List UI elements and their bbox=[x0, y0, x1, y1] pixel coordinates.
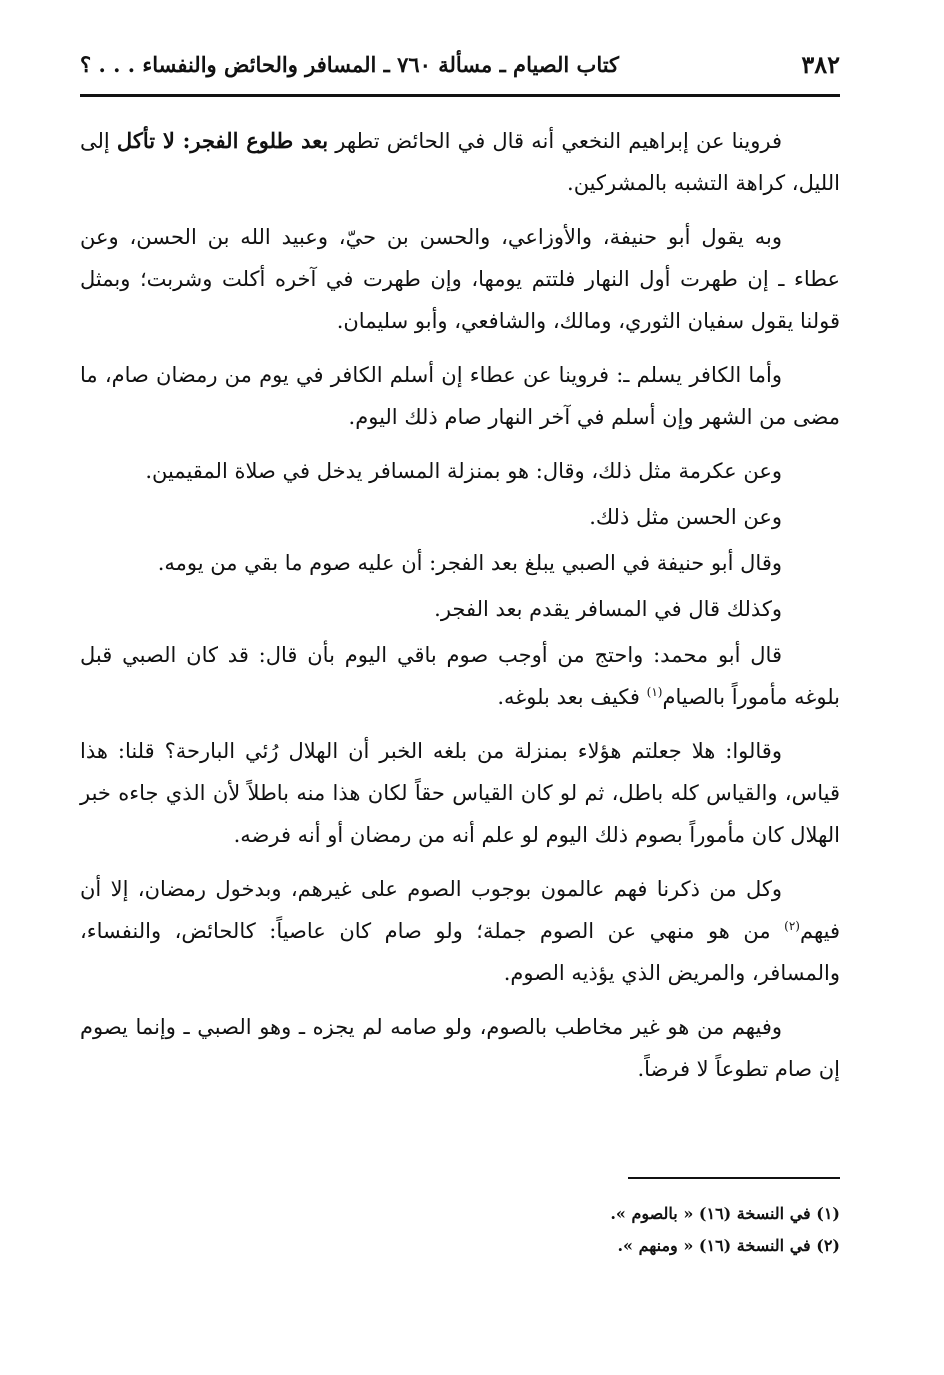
paragraph-text: وفيهم من هو غير مخاطب بالصوم، ولو صامه لم يجزه ـ وهو الصبي ـ وإنما يصوم إن صام تطوعاً لا فرضاً. bbox=[80, 1015, 840, 1081]
running-title: كتاب الصيام ـ مسألة ٧٦٠ ـ المسافر والحائض والنفساء . . . ؟ bbox=[80, 52, 620, 77]
footnote-2: (٢) في النسخة (١٦) « ومنهم ». bbox=[617, 1236, 840, 1255]
paragraph-text: قال أبو محمد: واحتج من أوجب صوم باقي اليوم بأن قال: قد كان الصبي قبل بلوغه مأموراً بالصيام bbox=[80, 643, 840, 709]
paragraph-voluntary bbox=[80, 1006, 840, 1090]
footnotes bbox=[80, 1198, 840, 1262]
paragraph-abu-hanifa-opinion bbox=[80, 216, 840, 342]
paragraph-exempt bbox=[80, 868, 840, 994]
paragraph-text: وكذلك قال في المسافر يقدم بعد الفجر. bbox=[434, 597, 782, 621]
paragraph-emphasis: بعد طلوع الفجر: لا تأكل bbox=[116, 128, 329, 153]
paragraph-text: وبه يقول أبو حنيفة، والأوزاعي، والحسن بن حيّ، وعبيد الله بن الحسن، وعن عطاء ـ إن طهرت أول النهار فلتتم يومها، وإن طهرت في آخره أكلت وشربت؛ وبمثل قولنا يقول سفيان الثوري، ومالك، والشافعي، وأبو سليمان. bbox=[80, 225, 840, 333]
paragraph-traveler bbox=[80, 588, 840, 630]
paragraph-text: وأما الكافر يسلم ـ: فروينا عن عطاء إن أسلم الكافر في يوم من رمضان صام، ما مضى من الشهر وإن أسلم في آخر النهار صام ذلك اليوم. bbox=[80, 363, 840, 429]
paragraph-ikrima bbox=[80, 450, 840, 492]
paragraph-text: وعن عكرمة مثل ذلك، وقال: هو بمنزلة المسافر يدخل في صلاة المقيمين. bbox=[145, 459, 782, 483]
paragraph-child bbox=[80, 542, 840, 584]
paragraph-hasan bbox=[80, 496, 840, 538]
footnote-marker: (٢) bbox=[784, 919, 800, 933]
paragraph-text: وعن الحسن مثل ذلك. bbox=[589, 505, 782, 529]
footnote-divider bbox=[628, 1177, 840, 1179]
paragraph-text: فروينا عن إبراهيم النخعي أنه قال في الحائض تطهر bbox=[328, 129, 782, 153]
footnote-1: (١) في النسخة (١٦) « بالصوم ». bbox=[610, 1204, 840, 1223]
paragraph-text: إلى الليل، كراهة التشبه بالمشركين. bbox=[80, 129, 840, 195]
paragraph-qiyas bbox=[80, 730, 840, 856]
paragraph-text: وكل من ذكرنا فهم عالمون بوجوب الصوم على غيرهم، وبدخول رمضان، إلا أن فيهم bbox=[80, 877, 840, 943]
paragraph-text: وقالوا: هلا جعلتم هؤلاء بمنزلة من بلغه الخبر أن الهلال رُئي البارحة؟ قلنا: هذا قياس، والقياس كله باطل، ثم لو كان القياس حقاً لكان هذا منه باطلاً لأن الذي جاءه خبر الهلال كان مأموراً بصوم ذلك اليوم لو علم أنه من رمضان أو أنه فرضه. bbox=[80, 739, 840, 847]
page-number: ٣٨٢ bbox=[801, 50, 840, 79]
paragraph-nakhai bbox=[80, 120, 840, 204]
paragraph-text: وقال أبو حنيفة في الصبي يبلغ بعد الفجر: أن عليه صوم ما بقي من يومه. bbox=[157, 551, 782, 575]
paragraph-text: فكيف بعد بلوغه. bbox=[497, 685, 647, 709]
footnote-marker: (١) bbox=[646, 685, 663, 699]
paragraph-kafir bbox=[80, 354, 840, 438]
main-text bbox=[80, 120, 840, 1102]
paragraph-text: من هو منهي عن الصوم جملة؛ ولو صام كان عاصياً: كالحائض، والنفساء، والمسافر، والمريض الذي يؤذيه الصوم. bbox=[80, 919, 840, 985]
page-header bbox=[80, 50, 840, 97]
paragraph-abu-muhammad bbox=[80, 634, 840, 718]
